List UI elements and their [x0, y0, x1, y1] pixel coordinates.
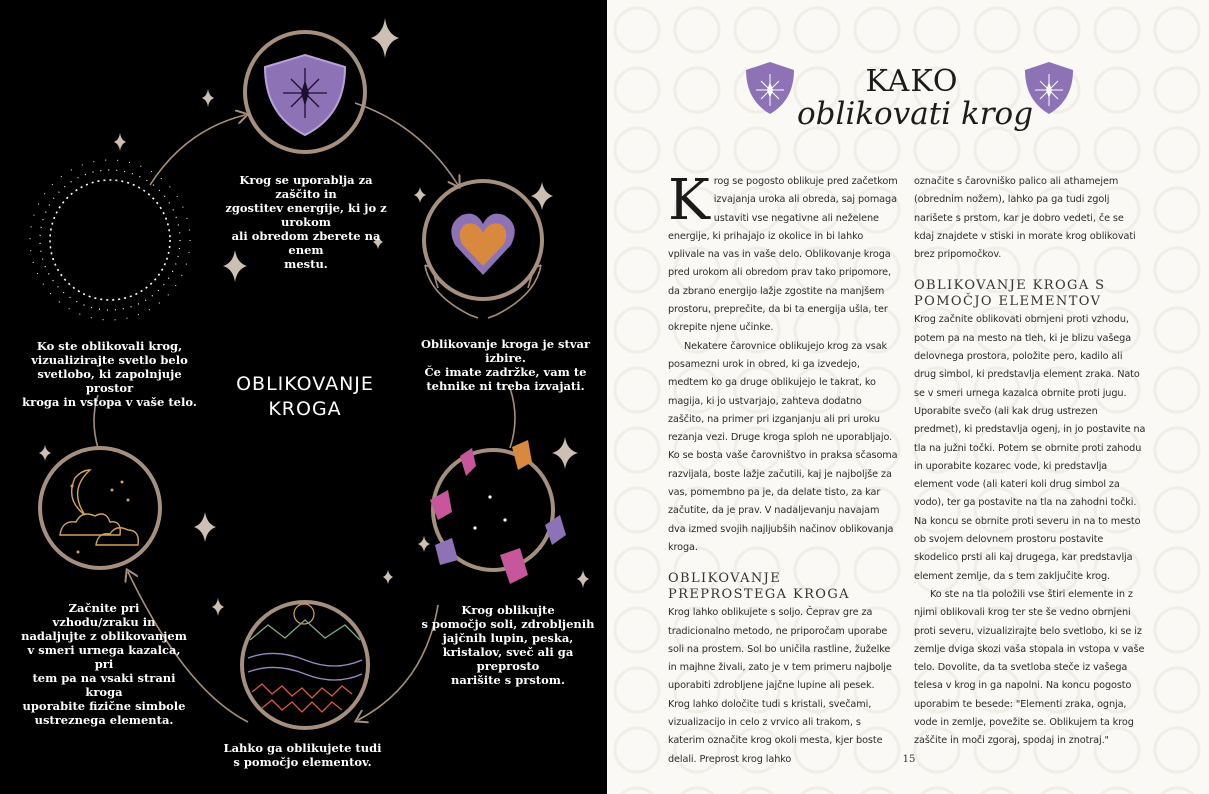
paragraph: Nekatere čarovnice oblikujejo krog za vsak posamezni urok in obred, ki ga izvedejo, medtem ko ga druge oblikujejo le takrat, ko magija, ki jo ustvarjajo, zahteva dodatno zaščito, na primer pri izganjanju ali pri uroku rezanja vezi. Druge kroga sploh ne uporabljajo. Ko se bosta vaše čarovništvo in praksa sčasoma razvijala, boste lažje začutili, kaj je najboljše za vas, pomembno pa je, da delate tisto, za kar začutite, da je prav. V nadaljevanju navajam dva izmed svojih najljubših načinov oblikovanja kroga. — [668, 340, 898, 553]
shield-icon — [744, 60, 796, 116]
shield-icon — [245, 32, 365, 152]
paragraph: Krog lahko oblikujete s soljo. Čeprav gre za tradicionalno metodo, ne priporočam uporabe soli na prostem. Sol bo uničila rastline, žuželke in majhne živali, zato je v tem primeru najbolje uporabiti zdrobljene jajčne lupine ali pesek. Krog lahko določite tudi s kristali, svečami, vizualizacijo in celo z vrvico ali trakom, s katerim označite krog okoli mesta, kjer boste delali. Preprost krog lahko — [668, 607, 892, 765]
heart-hands-icon — [424, 181, 542, 318]
caption-visualize: Ko ste oblikovali krog, vizualizirajte svetlo belo svetlobo, ki zapolnjuje prostor kroga in vstopa v vaše telo. — [22, 339, 197, 409]
page-subtitle: oblikovati krog — [796, 96, 1034, 132]
caption-choice: Oblikovanje kroga je stvar izbire. Če imate zadržke, vam te tehnike ni treba izvajati. — [420, 337, 591, 393]
paragraph — [668, 168, 898, 338]
section-heading: OBLIKOVANJE KROGA S POMOČJO ELEMENTOV — [914, 278, 1106, 310]
caption-direction: Začnite pri vzhodu/zraku in nadaljujte z oblikovanjem v smeri urnega kazalca, pri tem pa na vsaki strani kroga uporabite fizične simbole ustreznega elementa. — [21, 601, 187, 727]
drop-cap: K — [668, 168, 710, 233]
paragraph: Krog začnite oblikovati obrnjeni proti vzhodu, potem pa na mesto na tleh, ki je blizu vašega delovnega prostora, položite pero, kadilo ali drug simbol, ki predstavlja element zraka. Nato se v smeri urnega kazalca obrnite proti jugu. Uporabite svečo (ali kak drug ustrezen predmet), ki predstavlja ogenj, in jo postavite na tla na južni točki. Potem se obrnite proti zahodu in uporabite kozarec vode, ki predstavlja element vode (ali kateri koli drug simbol za vodo), ter ga postavite na tla na zahodni točki. Na koncu se obrnite proti severu in na to mesto ob svojem delovnem prostoru postavite skodelico prsti ali kaj drugega, kar predstavlja element zemlje, da s tem zaključite krog. — [914, 314, 1146, 582]
paragraph-text: rog se pogosto oblikuje pred začetkom izvajanja uroka ali obreda, saj pomaga ustaviti vse negativne ali neželene energije, ki prihajajo iz okolice in bi lahko vplivale na vas in vaše delo. Oblikovanje kroga pred urokom ali obredom prav tako pripomore, da zbrano energijo lažje zgostite na manjšem prostoru, preprečite, da bi ta energija ušla, ter okrepite njene učinke. — [668, 176, 898, 334]
page-number: 15 — [902, 754, 916, 765]
caption-elements: Lahko ga oblikujete tudi s pomočjo elementov. — [223, 741, 382, 769]
center-title: OBLIKOVANJE KROGA — [236, 373, 374, 420]
right-page — [607, 0, 1209, 794]
section-heading: OBLIKOVANJE PREPROSTEGA KROGA — [668, 571, 850, 603]
paragraph: Ko ste na tla položili vse štiri elemente in z njimi oblikovali krog ter ste še vedno obrnjeni proti severu, vizualizirajte belo svetlobo, ki se iz zemlje dviga skozi vaša stopala in vstopa v vaše telo. Dovolite, da ta svetloba steče iz vašega telesa v krog in ga napolni. Na koncu pogosto uporabim te besede: "Elementi zraka, ognja, vode in zemlje, povežite se. Oblikujem ta krog zaščite in moči zgoraj, spodaj in znotraj." — [914, 588, 1145, 747]
text-column-1 — [668, 168, 898, 769]
text-column-2 — [914, 173, 1146, 751]
light-circle-icon — [30, 160, 190, 320]
arrow-right — [510, 388, 515, 448]
caption-salt: Krog oblikujte s pomočjo soli, zdrobljenih jajčnih lupin, peska, kristalov, sveč ali ga preprosto narišite s prstom. — [421, 603, 595, 687]
moon-clouds-icon — [40, 448, 160, 568]
page-title: KAKO — [865, 64, 959, 99]
caption-protection: Krog se uporablja za zaščito in zgostitev energije, ki jo z urokom ali obredom zberete na enem mestu. — [225, 173, 387, 271]
landscape-icon — [242, 602, 368, 728]
paragraph: označite s čarovniško palico ali athamejem (obrednim nožem), lahko pa ga tudi zgolj narišete s prstom, kar je dobro vedeti, če se kdaj znajdete v stiski in morate krog oblikovati brez pripomočkov. — [914, 176, 1136, 261]
crystals-icon — [430, 440, 566, 584]
